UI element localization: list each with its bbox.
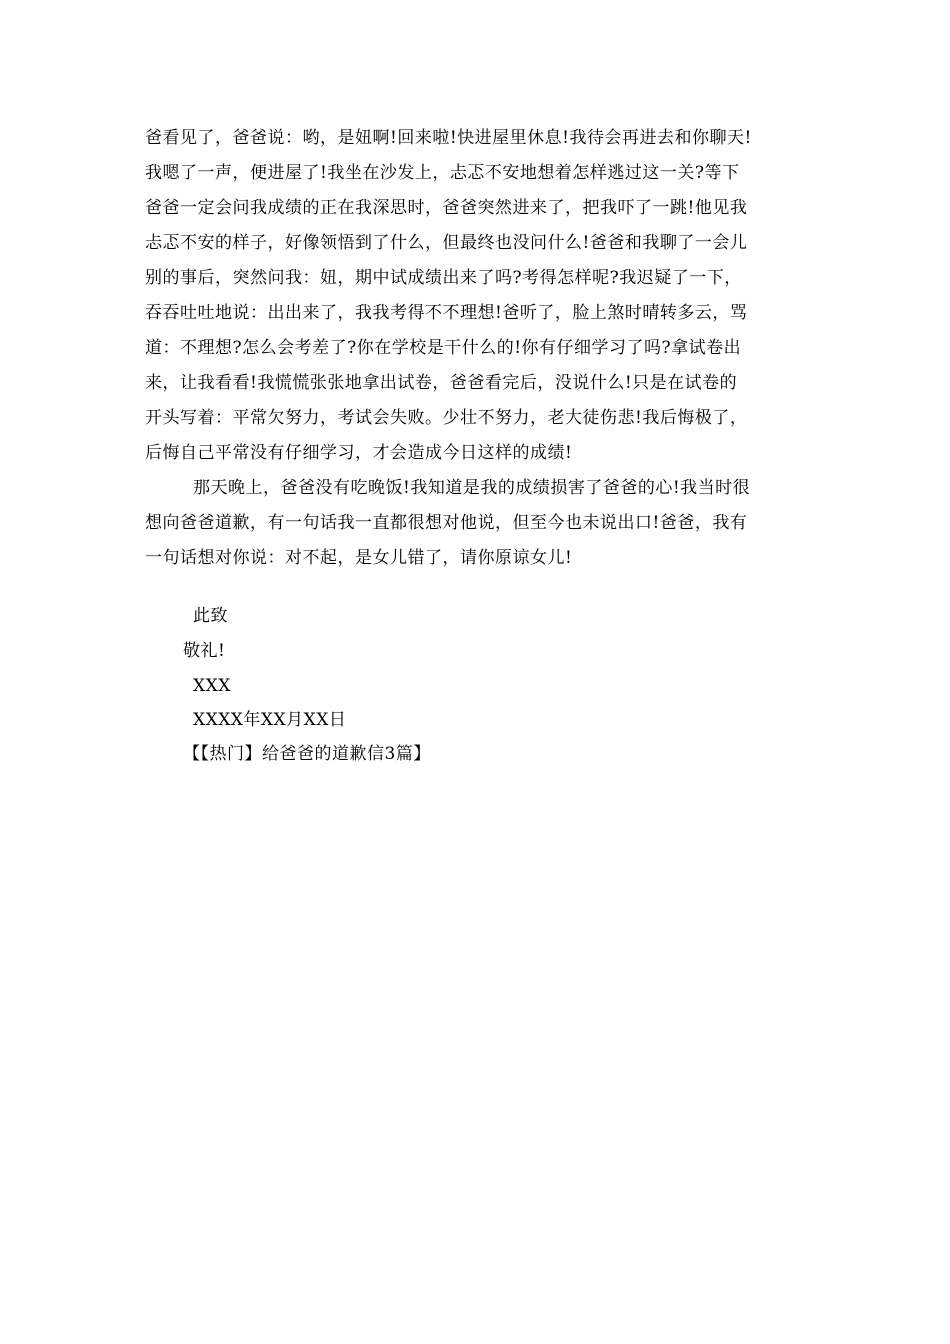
paragraph-1-line-7: 道：不理想?怎么会考差了?你在学校是干什么的!你有仔细学习了吗?拿试卷出 xyxy=(145,338,742,358)
paragraph-1-line-8: 来，让我看看!我慌慌张张地拿出试卷，爸爸看完后，没说什么!只是在试卷的 xyxy=(145,373,738,393)
paragraph-1-line-2: 我嗯了一声，便进屋了!我坐在沙发上，忐忑不安地想着怎样逃过这一关?等下 xyxy=(145,163,740,183)
signature: XXX xyxy=(193,676,231,696)
paragraph-1-line-3: 爸爸一定会问我成绩的正在我深思时，爸爸突然进来了，把我吓了一跳!他见我 xyxy=(145,198,748,218)
paragraph-1-line-6: 吞吞吐吐地说：出出来了，我我考得不不理想!爸听了，脸上煞时晴转多云，骂 xyxy=(145,303,748,323)
paragraph-1-line-1: 爸看见了，爸爸说：哟，是妞啊!回来啦!快进屋里休息!我待会再进去和你聊天! xyxy=(145,128,752,148)
closing-salutation: 此致 xyxy=(193,606,228,626)
paragraph-2-line-1: 那天晚上，爸爸没有吃晚饭!我知道是我的成绩损害了爸爸的心!我当时很 xyxy=(193,478,751,498)
footer-title: 【【热门】给爸爸的道歉信3篇】 xyxy=(183,744,431,764)
paragraph-2-line-2: 想向爸爸道歉，有一句话我一直都很想对他说，但至今也未说出口!爸爸，我有 xyxy=(145,513,748,533)
paragraph-1-line-5: 别的事后，突然问我：妞，期中试成绩出来了吗?考得怎样呢?我迟疑了一下， xyxy=(145,268,742,288)
paragraph-1-line-9: 开头写着：平常欠努力，考试会失败。少壮不努力，老大徒伤悲!我后悔极了， xyxy=(145,408,748,428)
paragraph-1-line-10: 后悔自己平常没有仔细学习，才会造成今日这样的成绩! xyxy=(145,443,573,463)
paragraph-1-line-4: 忐忑不安的样子，好像领悟到了什么，但最终也没问什么!爸爸和我聊了一会儿 xyxy=(145,233,748,253)
closing-respect: 敬礼! xyxy=(183,641,226,661)
paragraph-2-line-3: 一句话想对你说：对不起，是女儿错了，请你原谅女儿! xyxy=(145,548,573,568)
letter-date: XXXX年XX月XX日 xyxy=(193,710,347,730)
